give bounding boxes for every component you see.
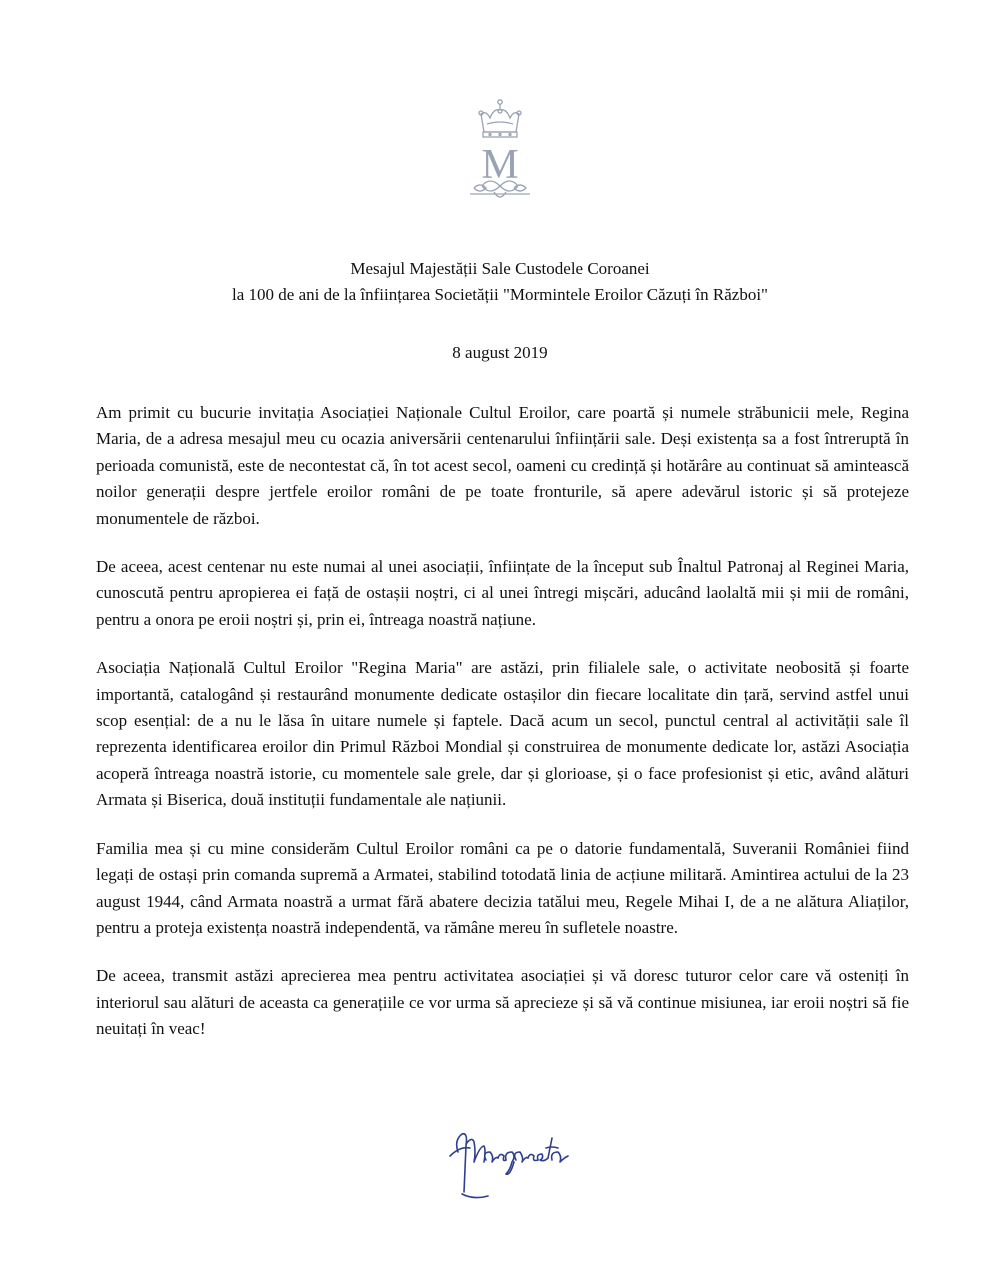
message-date: 8 august 2019 [452, 343, 548, 362]
title-line-2: la 100 de ani de la înființarea Societății "Mormintele Eroilor Căzuți în Război" [232, 285, 768, 304]
paragraph-5: De aceea, transmit astăzi aprecierea mea pentru activitatea asociației și vă doresc tuturor celor care vă osteniți în interiorul sau alături de aceasta ca generațiile ce vor urma să aprecieze și să vă continue misiunea, iar eroii noștri să fie neuitați în veac! [96, 966, 909, 1039]
svg-text:M: M [481, 142, 519, 188]
paragraph-2: De aceea, acest centenar nu este numai al unei asociații, înființate de la început sub Înaltul Patronaj al Reginei Maria, cunoscută pentru apropierea ei față de ostașii noștri, ci al unei întregi mișcări, aducând laolaltă mii și mii de români, pentru a onora pe eroii noștri și, prin ei, întreaga noastră națiune. [96, 557, 909, 629]
message-title [0, 256, 1000, 308]
handwritten-signature [440, 1112, 590, 1207]
crown-m-monogram-icon [460, 96, 540, 206]
paragraph-3: Asociația Națională Cultul Eroilor "Regina Maria" are astăzi, prin filialele sale, o activitate neobosită și foarte importantă, catalogând și restaurând monumente dedicate ostașilor din fiecare localitate din țară, servind astfel unui scop esențial: de a nu le lăsa în uitare numele și faptele. Dacă acum un secol, punctul central al activității sale îl reprezenta identificarea eroilor din Primul Război Mondial și construirea de monumente dedicate lor, astăzi Asociația acoperă întreaga noastră istorie, cu momentele sale grele, dar și glorioase, și o face profesionist și etic, având alături Armata și Biserica, două instituții fundamentale ale națiunii. [96, 658, 909, 810]
paragraph-1: Am primit cu bucurie invitația Asociației Naționale Cultul Eroilor, care poartă și numele străbunicii mele, Regina Maria, de a adresa mesajul meu cu ocazia aniversării centenarului înființării sale. Deși existența sa a fost întreruptă în perioada comunistă, este de necontestat că, în tot acest secol, oameni cu credință și hotărâre au continuat să amintească noilor generații despre jertfele eroilor români de pe toate fronturile, să apere adevărul istoric și să protejeze monumentele de război. [96, 403, 909, 528]
message-body [96, 400, 909, 1065]
paragraph-4: Familia mea și cu mine considerăm Cultul Eroilor români ca pe o datorie fundamentală, Suveranii României fiind legați de ostași prin comanda supremă a Armatei, stabilind totodată linia de acțiune militară. Amintirea actului de la 23 august 1944, când Armata noastră a urmat fără abatere decizia tatălui meu, Regele Mihai I, de a ne alătura Aliaților, pentru a proteja existența noastră independentă, va rămâne mereu în sufletele noastre. [96, 838, 909, 937]
title-line-1: Mesajul Majestății Sale Custodele Coroanei [350, 259, 650, 278]
